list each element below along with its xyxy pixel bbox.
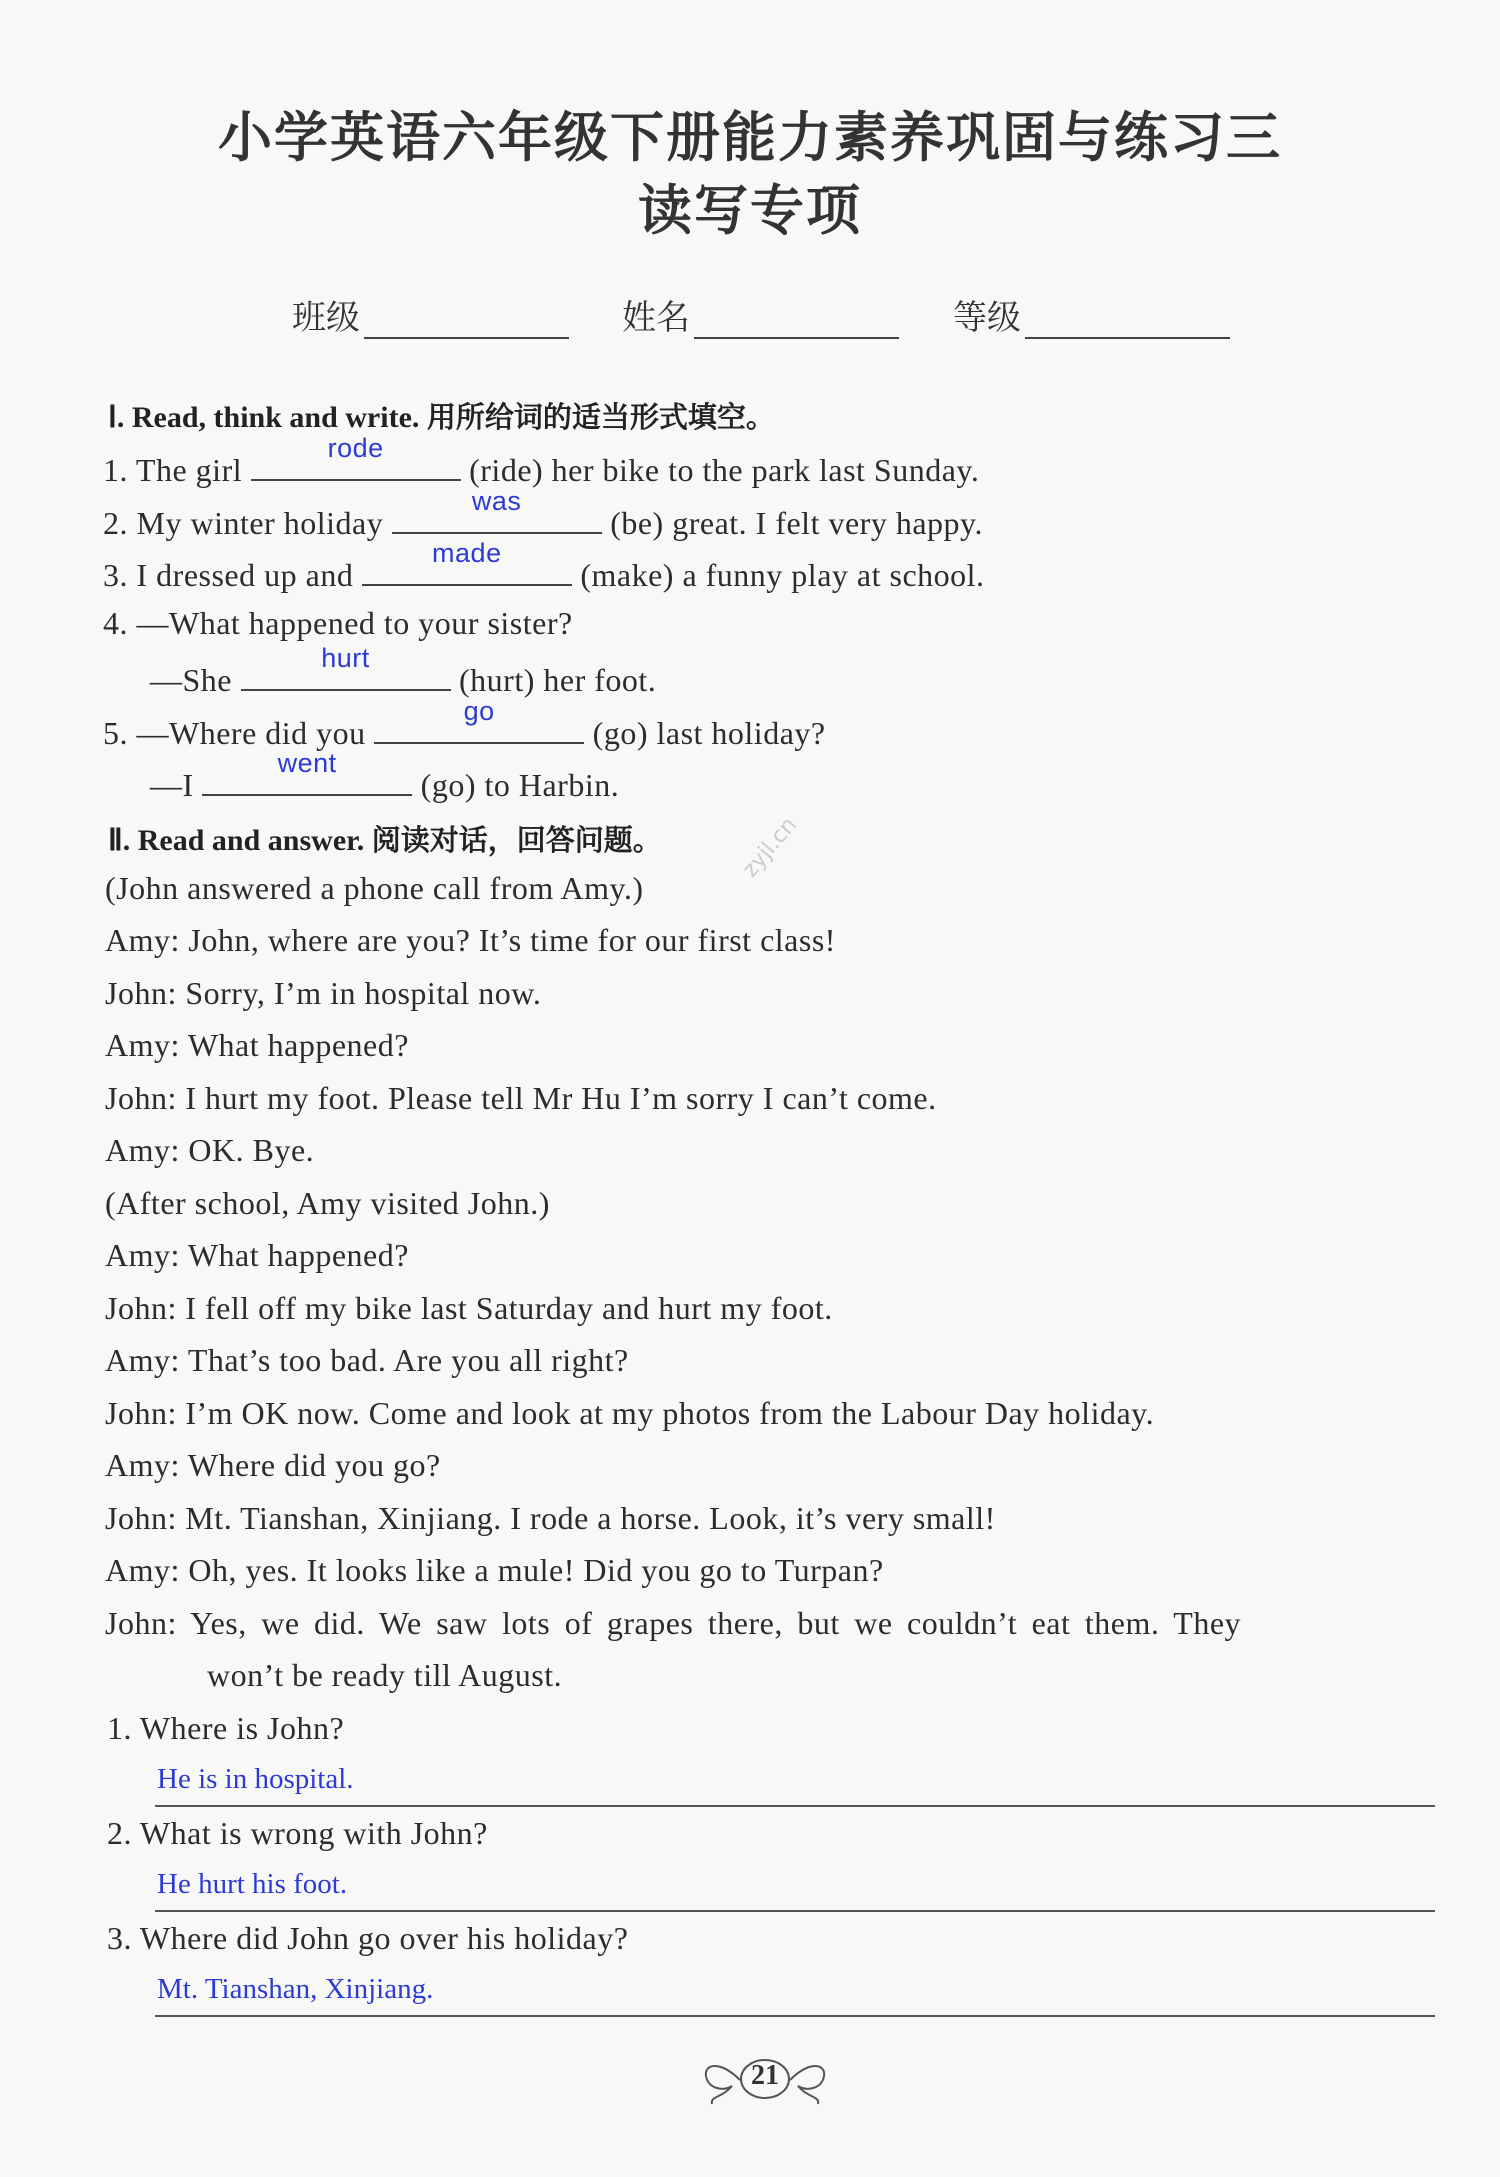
- item-text-before: The girl: [135, 452, 243, 488]
- question-text: Where is John?: [139, 1710, 345, 1746]
- dialogue-line: John: Sorry, I’m in hospital now.: [105, 975, 542, 1011]
- filled-answer: rode: [327, 433, 384, 463]
- fill-item: [103, 538, 985, 594]
- item-text-after: (hurt) her foot.: [459, 662, 657, 698]
- fill-item: [150, 643, 657, 699]
- item-text-before: —She: [150, 662, 232, 698]
- answer-blank[interactable]: [392, 486, 602, 534]
- dialogue-line: John: Yes, we did. We saw lots of grapes there, but we couldn’t eat them. They: [105, 1605, 1242, 1641]
- name-field[interactable]: [622, 290, 899, 339]
- page-number: 21: [751, 2060, 779, 2091]
- section2-heading-cn: 阅读对话，回答问题。: [371, 823, 662, 857]
- answer-blank[interactable]: [374, 696, 584, 744]
- dialogue-line: Amy: OK. Bye.: [105, 1132, 315, 1168]
- section1-heading-cn: 用所给词的适当形式填空。: [426, 400, 775, 434]
- class-label: 班级: [292, 298, 360, 338]
- dialogue-line: won’t be ready till August.: [207, 1657, 563, 1693]
- class-field[interactable]: [292, 290, 569, 339]
- dialogue-line: Amy: That’s too bad. Are you all right?: [105, 1342, 629, 1378]
- item-text-after: (be) great. I felt very happy.: [610, 505, 983, 541]
- section1-heading: [108, 395, 775, 436]
- filled-answer: made: [432, 538, 502, 568]
- page-title: 小学英语六年级下册能力素养巩固与练习三: [218, 106, 1282, 169]
- grade-field[interactable]: [953, 290, 1230, 339]
- answer-blank[interactable]: [362, 538, 572, 586]
- dialogue-line: John: I fell off my bike last Saturday and hurt my foot.: [105, 1290, 833, 1326]
- question-2: [107, 1815, 488, 1852]
- dialogue-line: John: I’m OK now. Come and look at my photos from the Labour Day holiday.: [105, 1395, 1155, 1431]
- dialogue-line: Amy: Oh, yes. It looks like a mule! Did you go to Turpan?: [105, 1552, 884, 1588]
- question-number: 2.: [107, 1815, 132, 1851]
- fill-item: [103, 605, 573, 642]
- section1-heading-en: Ⅰ. Read, think and write.: [108, 401, 420, 434]
- item-text-after: (go) to Harbin.: [420, 767, 620, 803]
- watermark: zyjl.cn: [737, 812, 802, 883]
- fill-item: [103, 696, 826, 752]
- page-number-badge: [700, 2046, 830, 2110]
- item-text-before: —Where did you: [136, 715, 366, 751]
- item-number: 1.: [103, 452, 128, 488]
- answer-line: [155, 2015, 1435, 2017]
- answer-blank[interactable]: [241, 643, 451, 691]
- fill-item: [103, 433, 980, 489]
- grade-label: 等级: [953, 298, 1021, 338]
- answer-line: [155, 1805, 1435, 1807]
- fill-item: [150, 748, 620, 804]
- item-text-before: I dressed up and: [136, 557, 354, 593]
- section2-heading-en: Ⅱ. Read and answer.: [108, 824, 365, 857]
- item-number: 3.: [103, 557, 128, 593]
- answer-2[interactable]: He hurt his foot.: [157, 1868, 348, 1900]
- question-number: 3.: [107, 1920, 132, 1956]
- answer-blank[interactable]: [202, 748, 412, 796]
- dialogue-line: Amy: What happened?: [105, 1027, 409, 1063]
- filled-answer: hurt: [321, 643, 370, 673]
- question-text: What is wrong with John?: [139, 1815, 488, 1851]
- item-text-after: (go) last holiday?: [592, 715, 826, 751]
- answer-1[interactable]: He is in hospital.: [157, 1763, 354, 1795]
- dialogue-line: John: I hurt my foot. Please tell Mr Hu I’m sorry I can’t come.: [105, 1080, 937, 1116]
- answer-blank[interactable]: [251, 433, 461, 481]
- question-1: [107, 1710, 344, 1747]
- fill-item: [103, 486, 983, 542]
- item-text-after: (make) a funny play at school.: [580, 557, 985, 593]
- item-number: 5.: [103, 715, 128, 751]
- dialogue-line: Amy: John, where are you? It’s time for our first class!: [105, 922, 836, 958]
- item-number: 4.: [103, 605, 128, 641]
- question-3: [107, 1920, 628, 1957]
- dialogue-line: John: Mt. Tianshan, Xinjiang. I rode a horse. Look, it’s very small!: [105, 1500, 996, 1536]
- section2-heading: [108, 818, 662, 859]
- answer-3[interactable]: Mt. Tianshan, Xinjiang.: [157, 1973, 434, 2005]
- filled-answer: go: [463, 696, 495, 726]
- filled-answer: went: [277, 748, 337, 778]
- dialogue-line: (After school, Amy visited John.): [105, 1185, 550, 1221]
- page-subtitle: 读写专项: [638, 179, 862, 242]
- answer-line: [155, 1910, 1435, 1912]
- question-text: Where did John go over his holiday?: [139, 1920, 629, 1956]
- item-text-before: My winter holiday: [136, 505, 384, 541]
- item-text-before: —What happened to your sister?: [136, 605, 573, 641]
- item-text-before: —I: [150, 767, 194, 803]
- item-number: 2.: [103, 505, 128, 541]
- dialogue-line: Amy: Where did you go?: [105, 1447, 441, 1483]
- name-label: 姓名: [622, 298, 690, 338]
- filled-answer: was: [471, 486, 522, 516]
- dialogue-line: (John answered a phone call from Amy.): [105, 870, 644, 906]
- dialogue-line: Amy: What happened?: [105, 1237, 409, 1273]
- question-number: 1.: [107, 1710, 132, 1746]
- item-text-after: (ride) her bike to the park last Sunday.: [469, 452, 980, 488]
